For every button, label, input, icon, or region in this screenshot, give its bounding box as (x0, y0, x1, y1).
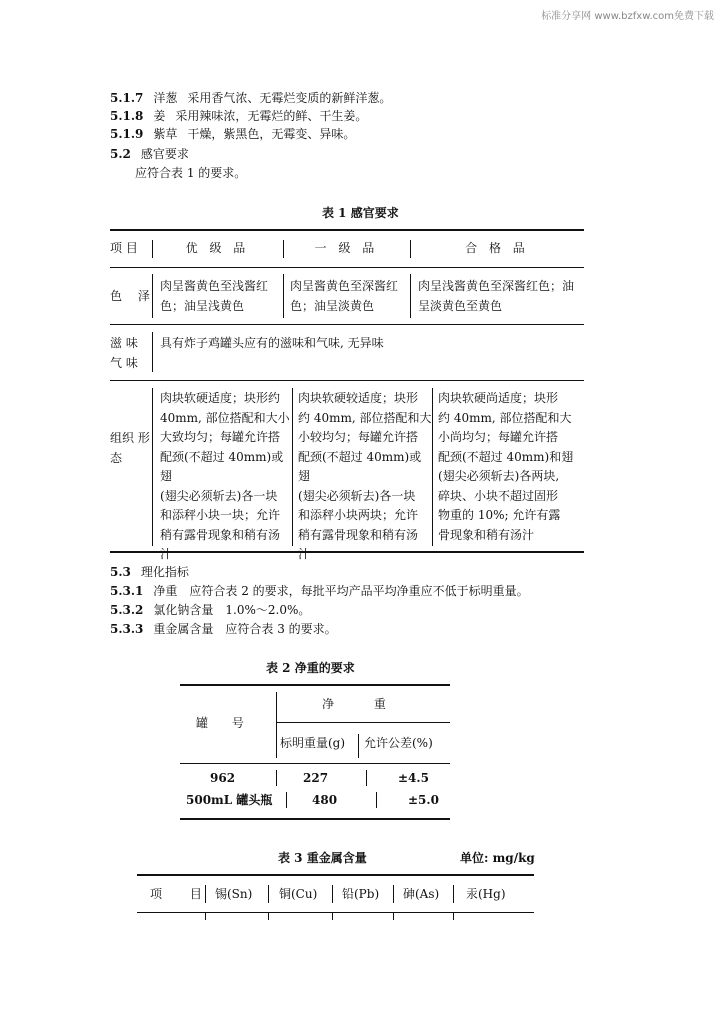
cell-line: 配颈(不超过 40mm)和翅 (438, 449, 574, 464)
clause-number: 5.1.7 (110, 91, 144, 105)
cell-line: 肉块软硬较适度；块形 (298, 391, 419, 405)
table2-can: 962 (210, 771, 236, 785)
clause-term: 姜 (153, 109, 166, 123)
clause-text: 采用香气浓、无霉烂变质的新鲜洋葱。 (187, 91, 392, 105)
cell-line: (翅尖必须斩去)各一块 (298, 488, 416, 503)
table1-header-first: 一 级 品 (314, 241, 379, 255)
clause-term: 紫草 (153, 127, 178, 141)
table2-labeled: 227 (303, 771, 329, 785)
table2-labeled: 480 (312, 793, 338, 807)
clause-5-1-7 (110, 89, 391, 107)
cell-line: 约 40mm, 部位搭配和大 (438, 410, 572, 425)
table3-unit: 单位: mg/kg (460, 851, 535, 865)
table3-header-as: 砷(As) (403, 887, 440, 901)
table3-header-hg: 汞(Hg) (466, 887, 506, 901)
table2-header-net: 净 重 (322, 697, 404, 711)
table1-cell (160, 389, 292, 565)
table1-row-item: 色 泽 (110, 289, 156, 303)
table2-tolerance: ±5.0 (408, 793, 439, 807)
cell-line: 肉块软硬尚适度；块形 (438, 391, 559, 405)
clause-term: 感官要求 (140, 147, 189, 161)
cell-line: 稍有露骨现象和稍有汤 (298, 527, 419, 542)
table1-header-item: 项 目 (110, 241, 138, 255)
cell-line: 汁 (160, 547, 173, 561)
clause-5-1-8 (110, 107, 367, 125)
clause-number: 5.3.3 (110, 622, 144, 636)
cell-line: 大致均匀；每罐允许搭 (160, 430, 281, 444)
cell-line: 稍有露骨现象和稍有汤 (160, 527, 281, 542)
clause-number: 5.3.2 (110, 603, 144, 617)
table3-header-pb: 铅(Pb) (342, 887, 380, 901)
table1-row-item: 组织 形态 (110, 431, 150, 465)
table3-header-sn: 锡(Sn) (215, 887, 253, 901)
table2-can: 500mL 罐头瓶 (186, 793, 273, 807)
clause-5-3-2 (110, 601, 310, 619)
clause-5-3 (110, 563, 189, 581)
clause-5-2 (110, 145, 189, 163)
cell-line: 物重的 10%; 允许有露 (438, 508, 561, 522)
cell-line: 约 40mm, 部位搭配和大 (298, 410, 432, 425)
sensory-note: 应符合表 1 的要求。 (135, 166, 247, 180)
table1-header-premium: 优 级 品 (185, 241, 250, 255)
table2-tolerance: ±4.5 (398, 771, 429, 785)
table3-caption: 表 3 重金属含量 (278, 851, 367, 865)
table1-cell: 肉呈浅酱黄色至深酱红色；油呈淡黄色至黄色 (418, 279, 575, 313)
table3-header-cu: 铜(Cu) (279, 887, 318, 901)
cell-line: 肉块软硬适度；块形约 (160, 391, 281, 405)
clause-term: 洋葱 (153, 91, 178, 105)
cell-line: 40mm, 部位搭配和大小 (160, 410, 290, 425)
cell-line: 小尚均匀；每罐允许搭 (438, 430, 559, 444)
table1-row-item: 滋 味 气 味 (110, 336, 138, 370)
cell-line: 和添秤小块一块；允许 (160, 508, 281, 522)
clause-text: 干燥，紫黑色，无霉变、异味。 (187, 127, 356, 141)
table1-merged-cell: 具有炸子鸡罐头应有的滋味和气味, 无异味 (160, 336, 384, 350)
clause-5-3-1 (110, 582, 529, 600)
table1-cell: 肉呈酱黄色至浅酱红色；油呈浅黄色 (160, 279, 269, 313)
cell-line: (翅尖必须斩去)各一块 (160, 488, 278, 503)
table2-header-labeled: 标明重量(g) (280, 736, 346, 750)
clause-number: 5.1.9 (110, 127, 144, 141)
watermark: 标准分享网 www.bzfxw.com免费下载 (541, 11, 714, 22)
table1-cell (438, 389, 584, 545)
cell-line: 碎块、小块不超过固形 (438, 488, 559, 503)
clause-text: 净重 应符合表 2 的要求，每批平均产品平均净重应不低于标明重量。 (153, 584, 529, 598)
clause-text: 氯化钠含量 1.0%～2.0%。 (153, 603, 311, 617)
table1-cell: 肉呈酱黄色至深酱红色；油呈淡黄色 (290, 279, 399, 313)
clause-number: 5.1.8 (110, 109, 144, 123)
cell-line: 骨现象和稍有汤汁 (438, 527, 535, 542)
clause-text: 采用辣味浓，无霉烂的鲜、干生姜。 (175, 109, 368, 123)
clause-text: 理化指标 (140, 565, 189, 579)
clause-5-3-3 (110, 620, 337, 638)
clause-number: 5.3.1 (110, 584, 144, 598)
table2-header-tolerance: 允许公差(%) (364, 736, 433, 750)
cell-line: 小较均匀；每罐允许搭 (298, 430, 419, 444)
table1-caption: 表 1 感官要求 (322, 206, 399, 220)
cell-line: 汁 (298, 547, 311, 561)
clause-number: 5.2 (110, 147, 131, 161)
cell-line: 配颈(不超过 40mm)或翅 (298, 449, 422, 483)
cell-line: 配颈(不超过 40mm)或翅 (160, 449, 284, 483)
table2-header-can: 罐 号 (196, 716, 254, 730)
table3-header-item: 项 目 (150, 887, 214, 901)
table1-header-qualified: 合 格 品 (465, 241, 529, 255)
clause-5-1-9 (110, 125, 355, 143)
clause-number: 5.3 (110, 565, 131, 579)
clause-text: 重金属含量 应符合表 3 的要求。 (153, 622, 337, 636)
table2-caption: 表 2 净重的要求 (266, 661, 355, 675)
cell-line: (翅尖必须斩去)各两块, (438, 469, 560, 483)
table1-cell (298, 389, 432, 565)
cell-line: 和添秤小块两块；允许 (298, 508, 419, 522)
